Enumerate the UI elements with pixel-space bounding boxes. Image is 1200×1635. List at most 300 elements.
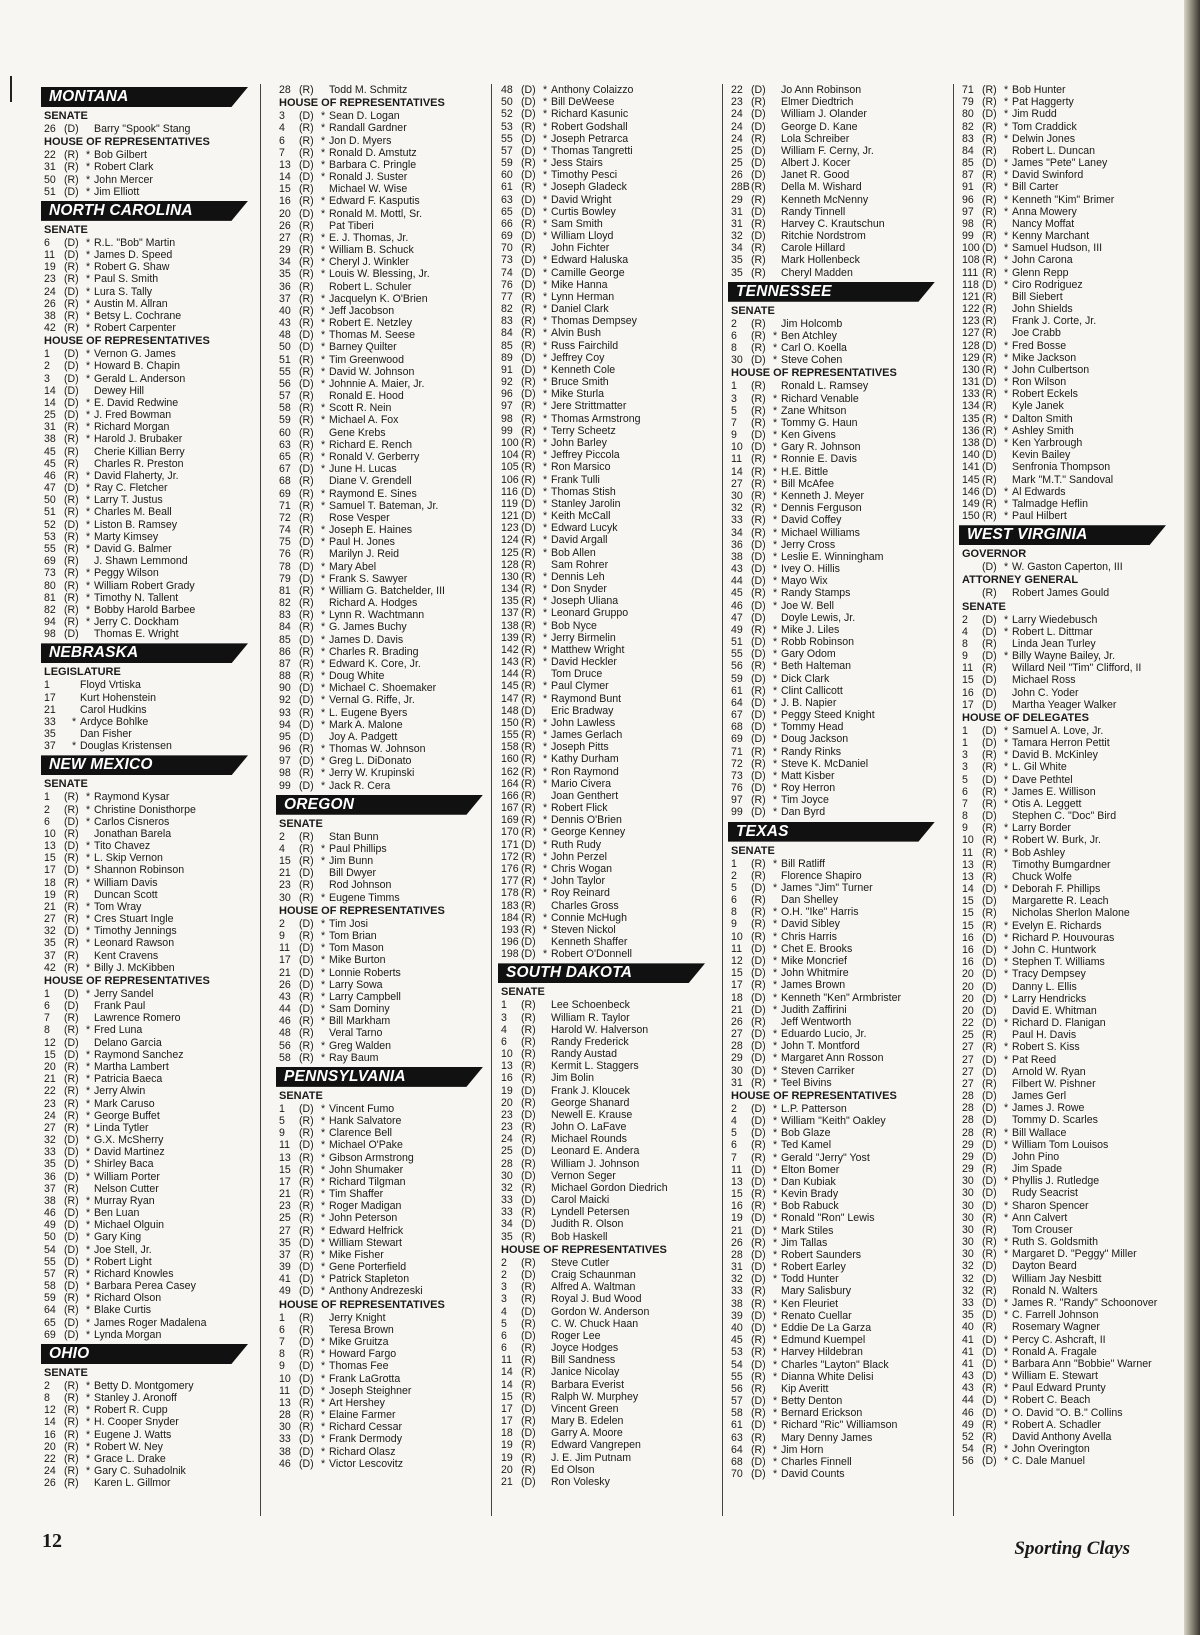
district-number: 70: [731, 1468, 743, 1481]
district-number: 31: [731, 205, 743, 218]
party-code: (D): [64, 249, 79, 262]
legislator-name: Timothy Pesci: [551, 169, 618, 182]
legislator-name: Richard Knowles: [94, 1267, 174, 1280]
district-number: 30: [731, 354, 743, 367]
district-number: 32: [44, 1134, 56, 1147]
district-number: 149: [962, 497, 980, 510]
legislator-name: Bob Nyce: [551, 619, 597, 632]
legislator-entry: [962, 687, 1172, 699]
incumbent-star-icon: *: [321, 1115, 326, 1128]
party-code: (D): [64, 1219, 79, 1232]
party-code: (R): [64, 149, 79, 162]
district-number: 55: [731, 1370, 743, 1383]
district-number: 79: [962, 96, 974, 109]
district-number: 47: [731, 611, 743, 624]
legislator-entry: [44, 567, 254, 579]
party-code: (R): [64, 542, 79, 555]
district-number: 30: [731, 1064, 743, 1077]
legislator-entry: [962, 1236, 1172, 1248]
legislator-entry: [731, 660, 941, 672]
legislator-name: Bill Ratliff: [781, 857, 825, 870]
district-number: 10: [731, 930, 743, 943]
district-number: 38: [731, 1297, 743, 1310]
legislator-name: Alvin Bush: [551, 327, 602, 340]
legislator-entry: [501, 1427, 711, 1439]
district-number: 33: [962, 1296, 974, 1309]
party-code: (D): [521, 1194, 536, 1207]
legislator-name: Ron Volesky: [551, 1475, 610, 1488]
district-number: 116: [501, 485, 518, 498]
district-number: 13: [44, 840, 56, 853]
party-code: (R): [751, 1407, 766, 1420]
incumbent-star-icon: [543, 1415, 551, 1427]
legislator-name: Senfronia Thompson: [1012, 461, 1111, 474]
party-code: (D): [751, 696, 766, 709]
party-code: (D): [64, 1207, 79, 1220]
party-code: (D): [751, 230, 766, 243]
incumbent-star-icon: *: [321, 438, 326, 451]
legislator-entry: [501, 1476, 711, 1488]
incumbent-star-icon: *: [543, 132, 548, 145]
district-number: 32: [731, 502, 743, 515]
incumbent-star-icon: *: [773, 575, 778, 588]
incumbent-star-icon: *: [773, 453, 778, 466]
party-code: (R): [64, 1061, 79, 1073]
legislator-entry: [501, 693, 711, 705]
chamber-heading: SENATE: [279, 817, 323, 830]
district-number: 8: [279, 1348, 285, 1361]
legislator-name: Ken Yarbrough: [1012, 436, 1083, 449]
legislator-name: Pat Haggerty: [1012, 96, 1074, 109]
incumbent-star-icon: *: [1004, 1394, 1009, 1407]
legislator-entry: [731, 1383, 941, 1395]
legislator-entry: [501, 242, 711, 254]
legislator-name: Dennis Ferguson: [781, 502, 862, 515]
legislator-entry: [44, 1146, 254, 1158]
incumbent-star-icon: *: [543, 254, 548, 267]
party-code: (R): [982, 1284, 997, 1297]
legislator-name: Janice Nicolay: [551, 1366, 620, 1379]
district-number: 4: [501, 1305, 507, 1318]
legislator-name: Kyle Janek: [1012, 400, 1064, 413]
incumbent-star-icon: *: [86, 360, 91, 373]
legislator-entry: [279, 341, 489, 353]
district-number: 29: [962, 1150, 974, 1163]
legislator-name: Robert A. Schadler: [1012, 1418, 1101, 1431]
incumbent-star-icon: *: [86, 542, 91, 555]
legislator-name: Ronald L. Ramsey: [781, 380, 869, 393]
legislator-name: Ben Luan: [94, 1207, 140, 1220]
legislator-entry: [731, 1152, 941, 1164]
legislator-name: William Stewart: [329, 1236, 402, 1249]
legislator-entry: [279, 1373, 489, 1385]
party-code: (D): [751, 1115, 766, 1128]
district-number: 74: [501, 266, 513, 279]
legislator-name: Robert O'Donnell: [551, 948, 632, 961]
incumbent-star-icon: *: [1004, 1333, 1009, 1346]
legislator-entry: [44, 360, 254, 372]
legislator-name: John C. Yoder: [1012, 686, 1079, 699]
party-code: (D): [982, 1296, 997, 1309]
legislator-name: Tom Druce: [551, 668, 603, 681]
legislator-name: James "Pete" Laney: [1012, 157, 1108, 170]
incumbent-star-icon: [543, 1072, 551, 1084]
district-number: 137: [501, 607, 519, 620]
incumbent-star-icon: [321, 281, 329, 293]
legislator-entry: [44, 1441, 254, 1453]
district-number: 23: [44, 1097, 56, 1110]
party-code: (D): [521, 278, 536, 291]
party-code: (R): [982, 388, 997, 401]
party-code: (R): [64, 1085, 79, 1098]
legislator-name: Gene Porterfield: [329, 1261, 407, 1274]
district-number: 34: [279, 256, 291, 269]
party-code: (R): [64, 949, 79, 962]
legislator-entry: [501, 388, 711, 400]
incumbent-star-icon: [1004, 662, 1012, 674]
party-code: (D): [751, 955, 766, 967]
incumbent-star-icon: [543, 1330, 551, 1342]
district-number: 60: [501, 169, 513, 182]
state-name: TENNESSEE: [736, 282, 832, 300]
legislator-entry: [279, 268, 489, 280]
incumbent-star-icon: [543, 1379, 551, 1391]
legislator-name: Dan Byrd: [781, 806, 826, 819]
legislator-entry: [962, 1370, 1172, 1382]
party-code: (R): [64, 1097, 79, 1110]
party-code: (D): [64, 1243, 79, 1256]
incumbent-star-icon: *: [321, 1175, 326, 1188]
party-code: (D): [982, 980, 997, 993]
party-code: (D): [982, 242, 997, 255]
district-number: 5: [731, 1127, 737, 1140]
legislator-name: Lonnie Roberts: [329, 966, 401, 979]
party-code: (R): [982, 1029, 997, 1042]
legislator-name: Bernard Erickson: [781, 1407, 863, 1420]
party-code: (R): [982, 217, 997, 230]
district-number: 35: [279, 268, 291, 281]
district-number: 184: [501, 911, 519, 924]
party-code: (R): [982, 1077, 997, 1090]
district-number: 56: [279, 377, 291, 390]
legislator-entry: [501, 1072, 711, 1084]
legislator-name: Bill Markham: [329, 1015, 391, 1028]
legislator-name: Paul Clymer: [551, 680, 609, 693]
legislator-entry: [501, 1415, 711, 1427]
legislator-entry: [731, 918, 941, 930]
legislator-entry: [44, 1392, 254, 1404]
incumbent-star-icon: *: [543, 692, 548, 705]
incumbent-star-icon: *: [1004, 956, 1009, 969]
district-number: 18: [501, 1427, 513, 1440]
district-number: 10: [731, 441, 743, 454]
incumbent-star-icon: *: [773, 1321, 778, 1334]
party-code: (R): [299, 1151, 314, 1164]
legislator-entry: [731, 758, 941, 770]
incumbent-star-icon: *: [321, 256, 326, 269]
district-number: 106: [501, 473, 519, 486]
legislator-name: Ronald "Ron" Lewis: [781, 1212, 875, 1225]
district-number: [962, 587, 982, 599]
legislator-entry: [962, 425, 1172, 437]
legislator-name: Charles Gross: [551, 899, 619, 912]
party-code: (D): [521, 510, 536, 523]
incumbent-star-icon: *: [321, 633, 326, 646]
incumbent-star-icon: *: [543, 363, 548, 376]
incumbent-star-icon: *: [773, 1455, 778, 1468]
legislator-name: Robert Eckels: [1012, 388, 1078, 401]
legislator-entry: [731, 1225, 941, 1237]
party-code: (R): [521, 656, 536, 669]
legislator-name: Veral Tarno: [329, 1027, 383, 1040]
legislator-entry: [501, 400, 711, 412]
legislator-entry: [731, 673, 941, 685]
incumbent-star-icon: *: [86, 1465, 91, 1478]
party-code: (R): [299, 1188, 314, 1201]
legislator-entry: [501, 291, 711, 303]
incumbent-star-icon: [1004, 699, 1012, 711]
incumbent-star-icon: [1004, 1285, 1012, 1297]
party-code: (R): [299, 499, 314, 512]
district-number: 131: [962, 376, 980, 389]
incumbent-star-icon: *: [773, 550, 778, 563]
legislator-entry: [731, 417, 941, 429]
incumbent-star-icon: *: [773, 354, 778, 367]
incumbent-star-icon: [1004, 1005, 1012, 1017]
legislator-name: Steve K. McDaniel: [781, 757, 869, 770]
legislator-entry: [279, 634, 489, 646]
legislator-name: Samuel Hudson, III: [1012, 242, 1103, 255]
incumbent-star-icon: [321, 183, 329, 195]
district-number: 146: [962, 485, 980, 498]
legislator-entry: [501, 376, 711, 388]
legislator-entry: [279, 1200, 489, 1212]
district-number: 20: [962, 992, 974, 1005]
party-code: (R): [299, 402, 314, 415]
incumbent-star-icon: *: [321, 1139, 326, 1152]
district-number: 65: [279, 450, 291, 463]
district-number: 38: [44, 1194, 56, 1207]
incumbent-star-icon: *: [86, 1304, 91, 1317]
district-number: 15: [44, 852, 56, 865]
legislator-entry: [44, 1207, 254, 1219]
legislator-name: Jim Bunn: [329, 855, 374, 868]
district-number: 32: [731, 1273, 743, 1286]
incumbent-star-icon: [773, 108, 781, 120]
incumbent-star-icon: *: [321, 207, 326, 220]
party-code: (D): [299, 694, 314, 707]
directory-column-5: [962, 84, 1172, 1467]
legislator-entry: [279, 755, 489, 767]
incumbent-star-icon: *: [86, 1073, 91, 1086]
legislator-entry: [962, 1151, 1172, 1163]
legislator-entry: [44, 988, 254, 1000]
incumbent-star-icon: *: [773, 672, 778, 685]
district-number: 97: [279, 755, 291, 768]
legislator-name: E. J. Thomas, Jr.: [329, 231, 409, 244]
district-number: 16: [962, 931, 974, 944]
legislator-name: Jerry Cross: [781, 538, 836, 551]
incumbent-star-icon: *: [543, 607, 548, 620]
district-number: 42: [44, 961, 56, 974]
party-code: (R): [982, 327, 997, 340]
party-code: (D): [982, 992, 997, 1005]
legislator-entry: [962, 108, 1172, 120]
legislator-entry: [279, 843, 489, 855]
legislator-name: Karen L. Gillmor: [94, 1477, 171, 1490]
legislator-entry: [962, 1309, 1172, 1321]
party-code: (D): [982, 1455, 997, 1468]
district-number: 133: [962, 388, 980, 401]
party-code: (D): [982, 1260, 997, 1273]
district-number: 20: [44, 1061, 56, 1073]
district-number: 88: [279, 670, 291, 683]
legislator-entry: [279, 1458, 489, 1470]
legislator-name: Bob Allen: [551, 546, 596, 559]
legislator-name: Raymond E. Sines: [329, 487, 417, 500]
incumbent-star-icon: [543, 1464, 551, 1476]
district-number: 3: [44, 372, 50, 385]
district-number: 6: [279, 1323, 285, 1336]
party-code: (D): [299, 1102, 314, 1115]
chamber-heading: HOUSE OF REPRESENTATIVES: [44, 335, 210, 348]
legislator-name: Jacquelyn K. O'Brien: [329, 292, 428, 305]
legislator-entry: [731, 539, 941, 551]
legislator-name: Dewey Hill: [94, 384, 145, 397]
incumbent-star-icon: *: [1004, 761, 1009, 774]
legislator-entry: [279, 731, 489, 743]
party-code: (R): [521, 290, 536, 303]
party-code: (D): [521, 1084, 536, 1097]
district-number: 53: [44, 530, 56, 543]
district-number: 20: [501, 1463, 513, 1476]
legislator-entry: [731, 254, 941, 266]
party-code: (D): [982, 561, 997, 574]
legislator-entry: [731, 806, 941, 818]
district-number: 74: [279, 524, 291, 537]
legislator-entry: [501, 474, 711, 486]
incumbent-star-icon: *: [321, 706, 326, 719]
incumbent-star-icon: [1004, 327, 1012, 339]
party-code: (D): [982, 1175, 997, 1188]
legislator-name: Chris Harris: [781, 930, 837, 943]
legislator-name: William Jay Nesbitt: [1012, 1272, 1102, 1285]
legislator-name: Tom Brian: [329, 930, 377, 942]
party-code: (R): [982, 84, 997, 96]
district-number: 27: [962, 1041, 974, 1054]
legislator-name: Don Snyder: [551, 583, 607, 596]
legislator-name: James J. Rowe: [1012, 1102, 1085, 1115]
incumbent-star-icon: *: [321, 1188, 326, 1201]
legislator-entry: [962, 474, 1172, 486]
incumbent-star-icon: *: [543, 217, 548, 230]
district-number: 66: [501, 217, 513, 230]
district-number: 28: [279, 1409, 291, 1422]
incumbent-star-icon: [773, 318, 781, 330]
legislator-entry: [44, 506, 254, 518]
legislator-entry: [962, 786, 1172, 798]
incumbent-star-icon: *: [773, 1395, 778, 1408]
party-code: (R): [299, 426, 314, 439]
party-code: (D): [982, 436, 997, 449]
party-code: (R): [299, 1115, 314, 1128]
legislator-entry: [279, 573, 489, 585]
party-code: (D): [64, 1316, 79, 1329]
district-number: 7: [279, 146, 285, 159]
party-code: (D): [982, 1102, 997, 1115]
incumbent-star-icon: *: [321, 231, 326, 244]
legislator-entry: [44, 1304, 254, 1316]
district-number: 50: [44, 173, 56, 186]
district-number: 28: [962, 1126, 974, 1139]
party-code: (D): [299, 341, 314, 354]
legislator-entry: [962, 1407, 1172, 1419]
party-code: (R): [299, 231, 314, 244]
legislator-entry: [44, 1061, 254, 1073]
legislator-name: Larry T. Justus: [94, 494, 163, 507]
legislator-entry: [501, 875, 711, 887]
incumbent-star-icon: *: [773, 1334, 778, 1347]
party-code: (R): [521, 424, 536, 437]
party-code: (R): [751, 1370, 766, 1383]
legislator-entry: [279, 548, 489, 560]
incumbent-star-icon: *: [1004, 388, 1009, 401]
legislator-entry: [962, 725, 1172, 737]
incumbent-star-icon: *: [1004, 108, 1009, 121]
party-code: (R): [521, 546, 536, 559]
chamber-heading: HOUSE OF REPRESENTATIVES: [279, 1298, 445, 1311]
party-code: (R): [64, 1392, 79, 1405]
state-name: SOUTH DAKOTA: [506, 964, 633, 982]
legislator-name: Frank Paul: [94, 1000, 146, 1013]
party-code: (R): [64, 1304, 79, 1317]
legislator-name: William J. Johnson: [551, 1157, 640, 1170]
legislator-entry: [731, 882, 941, 894]
party-code: (R): [299, 511, 314, 524]
incumbent-star-icon: *: [543, 315, 548, 328]
incumbent-star-icon: *: [543, 290, 548, 303]
chamber-heading: HOUSE OF REPRESENTATIVES: [279, 904, 445, 917]
incumbent-star-icon: *: [86, 1316, 91, 1329]
legislator-name: Carl O. Koella: [781, 342, 847, 355]
incumbent-star-icon: *: [543, 169, 548, 182]
party-code: (R): [982, 919, 997, 932]
district-number: 17: [279, 954, 291, 967]
legislator-entry: [501, 522, 711, 534]
legislator-name: Dennis Leh: [551, 570, 605, 583]
district-number: 40: [731, 1321, 743, 1334]
incumbent-star-icon: [1004, 1029, 1012, 1041]
legislator-name: Leonard Rawson: [94, 937, 175, 950]
incumbent-star-icon: [773, 145, 781, 157]
legislator-name: Ken Fleuriet: [781, 1297, 839, 1310]
district-number: 5: [962, 773, 968, 786]
incumbent-star-icon: *: [543, 424, 548, 437]
legislator-entry: [731, 612, 941, 624]
incumbent-star-icon: [543, 1085, 551, 1097]
incumbent-star-icon: [543, 1318, 551, 1330]
incumbent-star-icon: *: [321, 930, 326, 942]
district-number: 61: [731, 684, 743, 697]
legislator-entry: [962, 327, 1172, 339]
legislator-name: Kenneth "Ken" Armbrister: [781, 991, 901, 1004]
legislator-entry: [731, 906, 941, 918]
legislator-entry: [731, 1419, 941, 1431]
district-number: 105: [501, 461, 519, 474]
party-code: (R): [982, 1236, 997, 1249]
party-code: (R): [299, 414, 314, 427]
party-code: (R): [521, 826, 536, 839]
